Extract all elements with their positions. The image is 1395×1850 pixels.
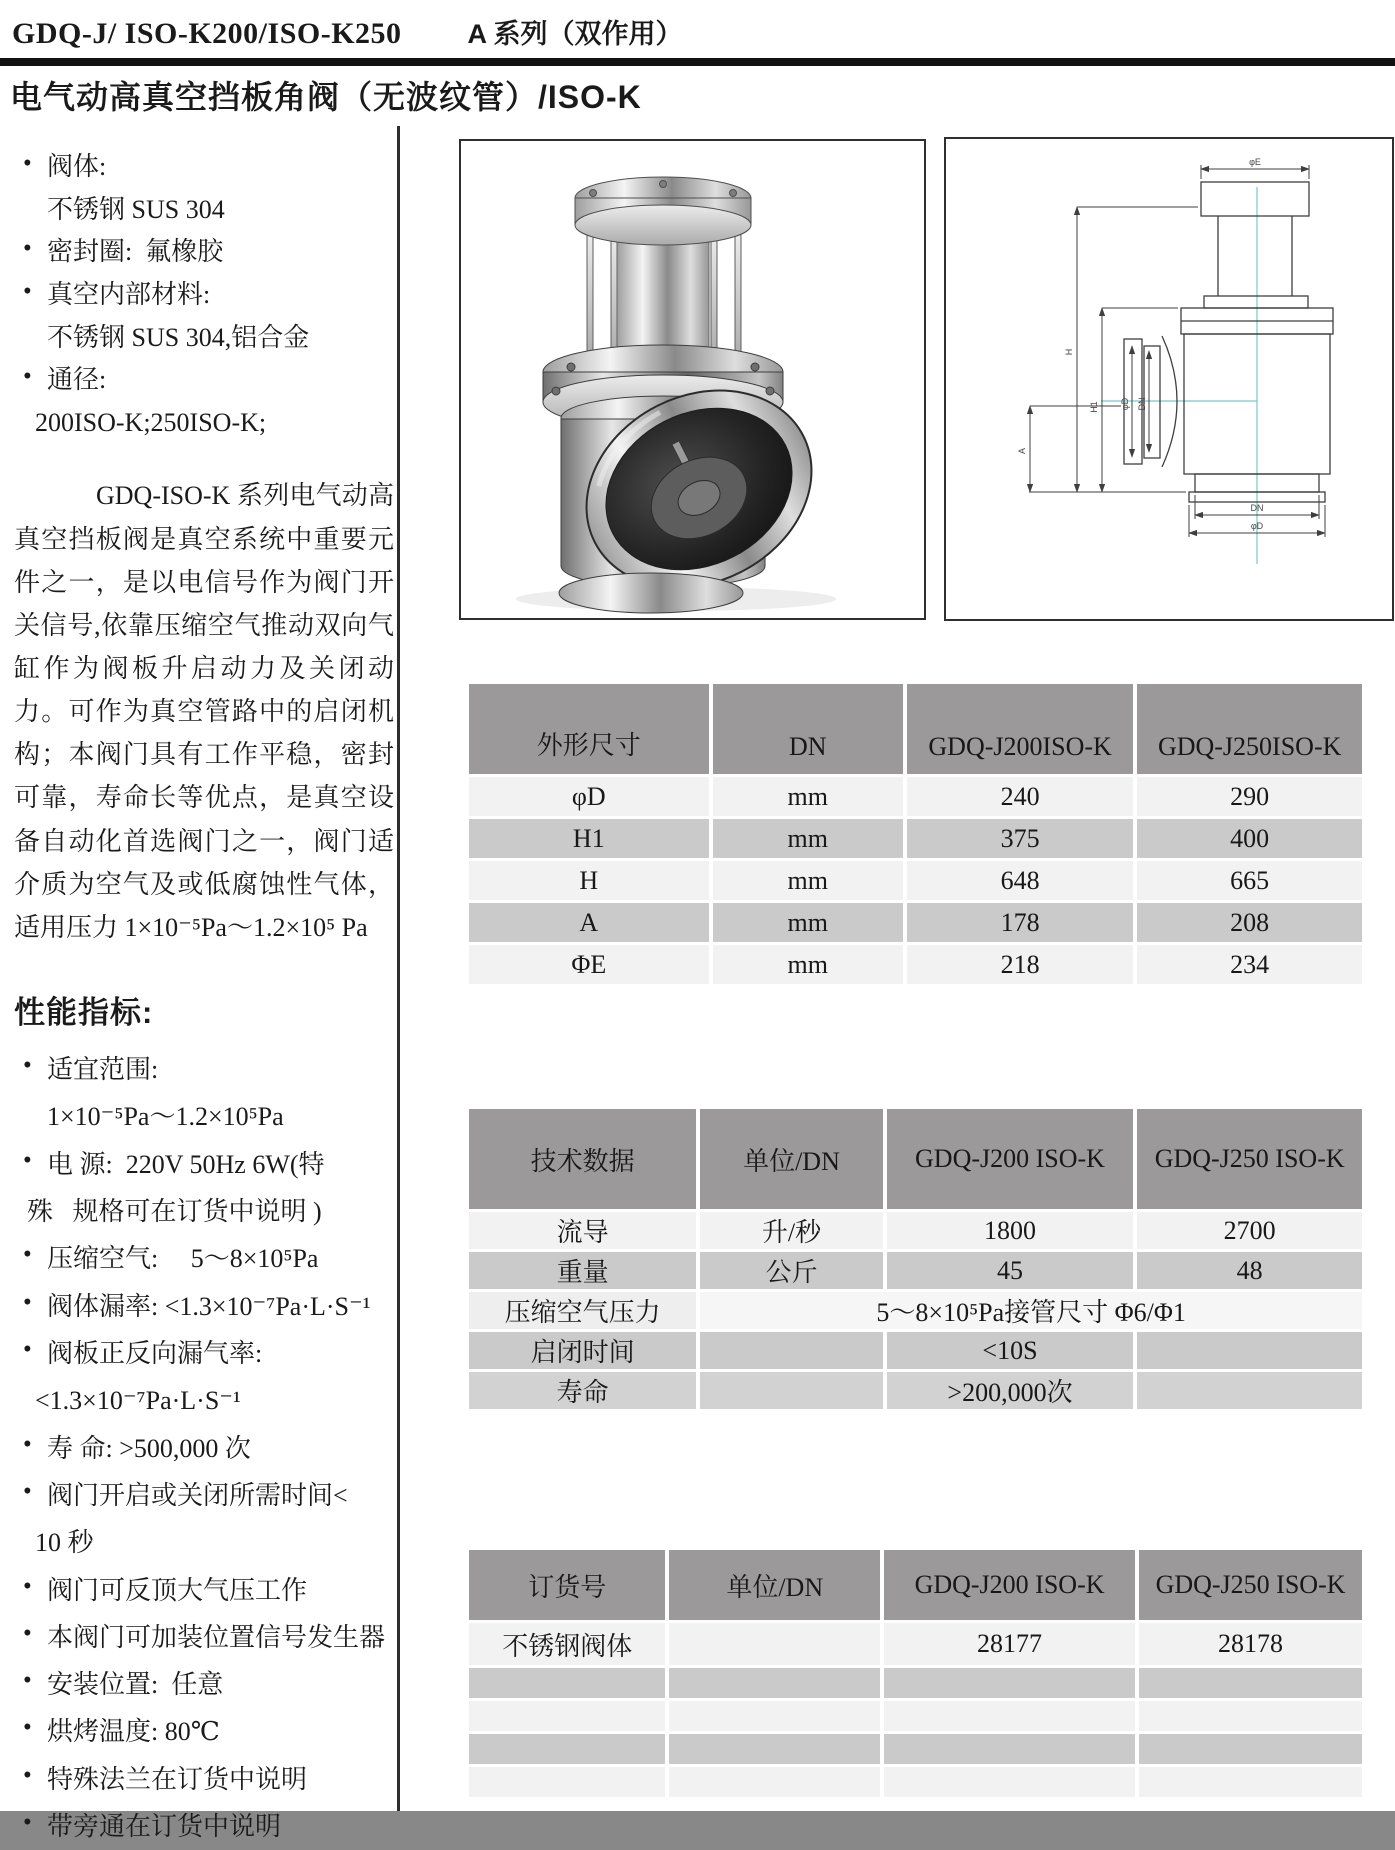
bullet-item-continuation — [14, 1377, 394, 1424]
bullet-item-continuation — [14, 317, 394, 360]
bullet-dot: • — [23, 363, 32, 391]
bullet-dot: • — [23, 1761, 32, 1789]
table-header-cell: GDQ-J200ISO-K — [907, 684, 1133, 774]
valve-drawing — [946, 139, 1388, 615]
bullet-item — [14, 1141, 394, 1188]
table-header-cell: GDQ-J250 ISO-K — [1139, 1550, 1362, 1620]
table-cell — [469, 1701, 665, 1731]
table-cell: 流导 — [469, 1212, 696, 1249]
table-cell: 28178 — [1139, 1623, 1362, 1665]
performance-heading: 性能指标: — [14, 995, 154, 1031]
bullet-item — [14, 231, 394, 274]
bullet-text: 真空内部材料: — [47, 279, 211, 309]
bullet-text: 阀板正反向漏气率: — [47, 1338, 263, 1368]
table-row — [469, 861, 1362, 900]
table-cell: 不锈钢阀体 — [469, 1623, 665, 1665]
table-header-cell: 单位/DN — [669, 1550, 880, 1620]
table-cell: 648 — [907, 861, 1133, 900]
table-cell — [669, 1668, 880, 1698]
bullet-dot: • — [23, 150, 32, 177]
bullet-text: 本阀门可加装位置信号发生器 — [47, 1622, 386, 1652]
bullet-text: 安装位置: 任意 — [47, 1670, 224, 1700]
table-cell — [669, 1701, 880, 1731]
table-row — [469, 777, 1362, 816]
bullet-item-continuation — [14, 1093, 394, 1140]
table-cell: 290 — [1137, 777, 1362, 816]
table-row-label: 压缩空气压力 — [469, 1292, 696, 1329]
table-cell: H — [469, 861, 709, 900]
dimensions-table — [465, 681, 1366, 987]
technical-data-table — [465, 1106, 1366, 1412]
table-cell: 28177 — [884, 1623, 1135, 1665]
bullet-item — [14, 1708, 394, 1755]
left-column — [14, 146, 394, 1850]
bullet-item — [14, 146, 394, 189]
table-cell — [469, 1668, 665, 1698]
table-cell — [700, 1332, 882, 1369]
dim-label-bottom-dn: DN — [1250, 503, 1264, 513]
table-header-row — [469, 1550, 1362, 1620]
table-cell: 178 — [907, 903, 1133, 942]
bullet-item — [14, 1235, 394, 1282]
bullet-item — [14, 359, 394, 402]
bullet-item — [14, 1425, 394, 1472]
bullet-item — [14, 1614, 394, 1661]
bullet-text: 200ISO-K;250ISO-K; — [35, 407, 267, 437]
bullet-item — [14, 1472, 394, 1519]
bullet-text: 压缩空气: 5～8×10⁵Pa — [47, 1244, 319, 1274]
table-row — [469, 1734, 1362, 1764]
bullet-text: 不锈钢 SUS 304 — [47, 194, 225, 224]
dim-label-a: A — [1017, 447, 1027, 455]
bullet-text: 寿 命: >500,000 次 — [47, 1433, 251, 1463]
bullet-text: 通径: — [47, 365, 107, 395]
header-rule — [0, 58, 1395, 66]
table-header-cell: DN — [713, 684, 903, 774]
table-cell — [884, 1701, 1135, 1731]
table-row — [469, 1332, 1362, 1369]
table-cell: >200,000次 — [887, 1372, 1134, 1409]
page-header — [12, 12, 683, 51]
bullet-dot: • — [23, 1241, 32, 1269]
table-cell: 45 — [887, 1252, 1134, 1289]
bullet-dot: • — [23, 1430, 32, 1458]
bullet-text: 适宜范围: — [47, 1055, 159, 1085]
table-cell — [469, 1734, 665, 1764]
bullet-text: 阀体漏率: <1.3×10⁻⁷Pa·L·S⁻¹ — [47, 1291, 371, 1321]
bullet-text: 带旁通在订货中说明 — [47, 1812, 282, 1842]
bullet-item-continuation — [14, 189, 394, 232]
table-cell: 48 — [1137, 1252, 1362, 1289]
table-cell: mm — [713, 945, 903, 984]
valve-photo-frame — [459, 139, 926, 620]
table-cell — [1139, 1701, 1362, 1731]
table-row — [469, 1767, 1362, 1797]
bullet-item — [14, 1661, 394, 1708]
dim-label-h1: H1 — [1089, 401, 1099, 413]
bullet-item-continuation — [14, 1188, 394, 1235]
table-header-cell: 技术数据 — [469, 1109, 696, 1209]
bullet-item — [14, 1803, 394, 1850]
table-cell — [700, 1372, 882, 1409]
table-header-cell: GDQ-J250ISO-K — [1137, 684, 1362, 774]
dim-label-top: φE — [1249, 157, 1261, 167]
bullet-text: 不锈钢 SUS 304,铝合金 — [47, 322, 310, 352]
bullet-text: 特殊法兰在订货中说明 — [47, 1764, 308, 1794]
valve-photo — [461, 141, 920, 614]
bullet-dot: • — [23, 1809, 32, 1837]
table-row — [469, 945, 1362, 984]
bullet-item — [14, 1567, 394, 1614]
table-merged-cell: 5～8×10⁵Pa接管尺寸 Φ6/Φ1 — [700, 1292, 1362, 1329]
table-cell: 公斤 — [700, 1252, 882, 1289]
table-cell: 2700 — [1137, 1212, 1362, 1249]
table-row — [469, 1701, 1362, 1731]
dim-label-port-dn: DN — [1137, 397, 1147, 411]
bullet-text: 阀门开启或关闭所需时间< — [47, 1480, 348, 1510]
table-header-row — [469, 1109, 1362, 1209]
table-cell: H1 — [469, 819, 709, 858]
table-header-cell: 单位/DN — [700, 1109, 882, 1209]
table-cell: 240 — [907, 777, 1133, 816]
page-subtitle: 电气动高真空挡板角阀（无波纹管）/ISO-K — [10, 79, 642, 115]
table-cell — [1139, 1668, 1362, 1698]
table-cell: 1800 — [887, 1212, 1134, 1249]
table-row — [469, 1252, 1362, 1289]
valve-drawing-frame — [944, 137, 1394, 621]
model-title: GDQ-J/ ISO-K200/ISO-K250 — [12, 17, 402, 50]
bullet-dot: • — [23, 1619, 32, 1647]
bullet-item-continuation — [14, 1519, 394, 1566]
spec-list — [14, 146, 394, 444]
table-row — [469, 1372, 1362, 1409]
table-cell — [669, 1767, 880, 1797]
bullet-text: 1×10⁻⁵Pa～1.2×10⁵Pa — [47, 1102, 284, 1132]
bullet-text: 密封圈: 氟橡胶 — [47, 237, 224, 267]
bullet-text: 殊 规格可在订货中说明 ) — [27, 1197, 322, 1227]
table-header-row — [469, 684, 1362, 774]
intro-paragraph: GDQ-ISO-K 系列电气动高真空挡板阀是真空系统中重要元件之一，是以电信号作为阀门开关信号,依靠压缩空气推动双向气缸作为阀板升启动力及关闭动力。可作为真空管路中的启闭机构；本阀门具有工作平稳，密封可靠，寿命长等优点，是真空设备自动化首选阀门之一，阀门适介质为空气及或低腐蚀性气体，适用压力 1×10⁻⁵Pa～1.2×10⁵ Pa — [14, 481, 394, 942]
table-header-cell: GDQ-J200 ISO-K — [884, 1550, 1135, 1620]
table-cell: 375 — [907, 819, 1133, 858]
table-cell — [669, 1734, 880, 1764]
table-cell: 218 — [907, 945, 1133, 984]
bullet-item-continuation — [14, 402, 394, 445]
table-cell: 400 — [1137, 819, 1362, 858]
column-divider — [397, 126, 400, 1811]
table-cell — [884, 1668, 1135, 1698]
table-cell: mm — [713, 819, 903, 858]
bullet-dot: • — [23, 1335, 32, 1363]
bullet-dot: • — [23, 235, 32, 263]
table-cell: mm — [713, 777, 903, 816]
table-header-cell: GDQ-J250 ISO-K — [1137, 1109, 1362, 1209]
table-cell: φD — [469, 777, 709, 816]
bullet-dot: • — [23, 1288, 32, 1316]
table-row — [469, 1292, 1362, 1329]
table-row — [469, 903, 1362, 942]
bullet-dot: • — [23, 1667, 32, 1695]
bullet-dot: • — [23, 1477, 32, 1505]
table-cell: 234 — [1137, 945, 1362, 984]
table-cell — [884, 1767, 1135, 1797]
dim-label-h: H — [1064, 348, 1074, 356]
table-cell — [1137, 1372, 1362, 1409]
table-header-cell: 外形尺寸 — [469, 684, 709, 774]
bullet-text: 烘烤温度: 80℃ — [47, 1717, 220, 1747]
bullet-text: 阀门可反顶大气压工作 — [47, 1575, 308, 1605]
dim-label-bottom-od: φD — [1250, 521, 1264, 531]
table-row — [469, 1212, 1362, 1249]
ordering-table — [465, 1547, 1366, 1800]
table-header-cell: GDQ-J200 ISO-K — [887, 1109, 1134, 1209]
table-cell — [1139, 1767, 1362, 1797]
table-cell: 208 — [1137, 903, 1362, 942]
bullet-dot: • — [23, 1146, 32, 1174]
table-cell — [1137, 1332, 1362, 1369]
table-cell: 665 — [1137, 861, 1362, 900]
table-cell: 寿命 — [469, 1372, 696, 1409]
bullet-dot: • — [23, 1572, 32, 1600]
table-row — [469, 819, 1362, 858]
bullet-dot: • — [23, 1714, 32, 1742]
bullet-item — [14, 1046, 394, 1093]
series-title: A 系列（双作用） — [467, 19, 683, 49]
bullet-item — [14, 274, 394, 317]
table-header-cell: 订货号 — [469, 1550, 665, 1620]
table-cell: 启闭时间 — [469, 1332, 696, 1369]
table-cell — [669, 1623, 880, 1665]
bullet-text: 阀体: — [47, 152, 107, 181]
table-cell: A — [469, 903, 709, 942]
table-cell — [884, 1734, 1135, 1764]
performance-list — [14, 1046, 394, 1850]
table-cell — [1139, 1734, 1362, 1764]
table-cell: mm — [713, 903, 903, 942]
table-cell: 重量 — [469, 1252, 696, 1289]
table-cell — [469, 1767, 665, 1797]
table-cell: mm — [713, 861, 903, 900]
bullet-dot: • — [23, 1052, 32, 1080]
table-row — [469, 1668, 1362, 1698]
table-cell: 升/秒 — [700, 1212, 882, 1249]
bullet-item — [14, 1330, 394, 1377]
table-cell: ΦE — [469, 945, 709, 984]
dim-label-port-od: φD — [1120, 397, 1130, 411]
table-row — [469, 1623, 1362, 1665]
table-cell: <10S — [887, 1332, 1134, 1369]
bullet-text: <1.3×10⁻⁷Pa·L·S⁻¹ — [35, 1386, 241, 1416]
bullet-item — [14, 1756, 394, 1803]
bullet-text: 10 秒 — [35, 1528, 94, 1558]
bullet-item — [14, 1283, 394, 1330]
bullet-text: 电 源: 220V 50Hz 6W(特 — [47, 1149, 325, 1179]
bullet-dot: • — [23, 277, 32, 305]
